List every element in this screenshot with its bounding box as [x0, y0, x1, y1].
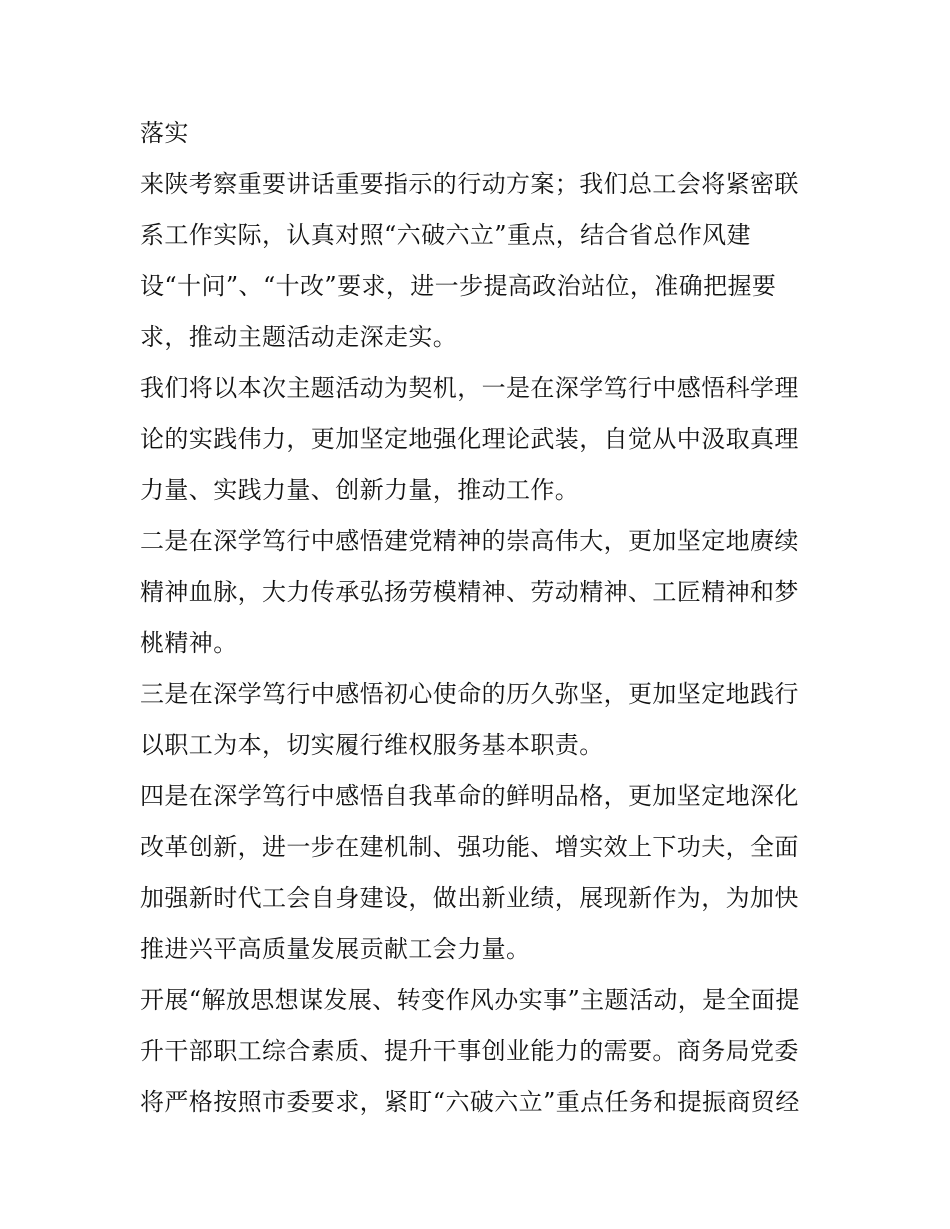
text-line: 升干部职工综合素质、提升干事创业能力的需要。商务局党委 — [140, 1037, 799, 1065]
text-line: 精神血脉，大力传承弘扬劳模精神、劳动精神、工匠精神和梦 — [140, 578, 799, 606]
text-line: 桃精神。 — [140, 629, 238, 657]
text-line: 二是在深学笃行中感悟建党精神的崇高伟大，更加坚定地赓续 — [140, 527, 799, 555]
text-line: 论的实践伟力，更加坚定地强化理论武装，自觉从中汲取真理 — [140, 425, 799, 453]
text-line: 三是在深学笃行中感悟初心使命的历久弥坚，更加坚定地践行 — [140, 680, 799, 708]
text-line: 开展“解放思想谋发展、转变作风办实事”主题活动，是全面提 — [140, 986, 800, 1014]
text-line: 以职工为本，切实履行维权服务基本职责。 — [140, 731, 604, 759]
text-line: 改革创新，进一步在建机制、强功能、增实效上下功夫，全面 — [140, 833, 799, 861]
text-line: 推进兴平高质量发展贡献工会力量。 — [140, 935, 531, 963]
text-line: 求，推动主题活动走深走实。 — [140, 323, 458, 351]
text-line: 系工作实际，认真对照“六破六立”重点，结合省总作风建 — [140, 221, 751, 249]
text-line: 将严格按照市委要求，紧盯“六破六立”重点任务和提振商贸经 — [140, 1088, 800, 1116]
text-line: 设“十问”、“十改”要求，进一步提高政治站位，准确把握要 — [140, 272, 777, 300]
document-body — [140, 108, 820, 1128]
text-line: 我们将以本次主题活动为契机，一是在深学笃行中感悟科学理 — [140, 374, 799, 402]
text-line: 来陕考察重要讲话重要指示的行动方案；我们总工会将紧密联 — [140, 170, 799, 198]
text-line: 力量、实践力量、创新力量，推动工作。 — [140, 476, 580, 504]
text-line: 四是在深学笃行中感悟自我革命的鲜明品格，更加坚定地深化 — [140, 782, 799, 810]
text-line: 加强新时代工会自身建设，做出新业绩，展现新作为，为加快 — [140, 884, 799, 912]
text-line: 落实 — [140, 119, 189, 147]
